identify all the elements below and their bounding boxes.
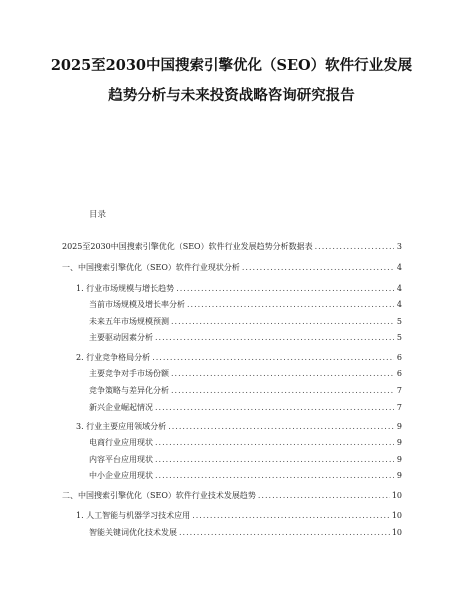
toc-entry-label: 竞争策略与差异化分析 [89, 386, 169, 395]
toc-dot-leader [187, 299, 394, 310]
toc-entry-page: 5 [396, 333, 402, 342]
toc-dot-leader [155, 437, 394, 448]
toc-dot-leader [155, 402, 394, 413]
toc-entry-page: 4 [396, 300, 402, 309]
toc-dot-leader [179, 527, 390, 538]
toc-dot-leader [176, 283, 394, 294]
toc-entry[interactable] [89, 470, 402, 481]
toc-entry-label: 2025至2030中国搜索引擎优化（SEO）软件行业发展趋势分析数据表 [62, 242, 313, 251]
toc-entry-page: 9 [396, 438, 402, 447]
toc-entry-page: 4 [396, 263, 402, 272]
toc-entry[interactable] [62, 241, 402, 252]
toc-entry[interactable] [89, 299, 402, 310]
toc-entry[interactable] [76, 421, 402, 432]
toc-entry-label: 未来五年市场规模预测 [89, 317, 169, 326]
toc-dot-leader [242, 262, 394, 273]
toc-entry[interactable] [89, 437, 402, 448]
toc-entry[interactable] [89, 332, 402, 343]
toc-entry-label: 1. 行业市场规模与增长趋势 [76, 284, 175, 293]
toc-entry-page: 7 [396, 403, 402, 412]
toc-dot-leader [168, 421, 394, 432]
toc-entry[interactable] [62, 490, 402, 501]
toc-entry-label: 新兴企业崛起情况 [89, 403, 153, 412]
toc-entry-label: 二、中国搜索引擎优化（SEO）软件行业技术发展趋势 [62, 491, 256, 500]
toc-dot-leader [171, 368, 394, 379]
toc-entry-page: 5 [396, 317, 402, 326]
toc-entry-label: 3. 行业主要应用领域分析 [76, 422, 167, 431]
document-title-line-2: 趋势分析与未来投资战略咨询研究报告 [108, 87, 355, 104]
toc-dot-leader [155, 454, 394, 465]
toc-entry-label: 主要驱动因素分析 [89, 333, 153, 342]
toc-entry-page: 6 [396, 353, 402, 362]
toc-dot-leader [152, 352, 394, 363]
toc-entry-label: 中小企业应用现状 [89, 471, 153, 480]
toc-entry-page: 9 [396, 471, 402, 480]
toc-entry-page: 3 [396, 242, 402, 251]
toc-entry[interactable] [76, 510, 402, 521]
toc-entry[interactable] [89, 402, 402, 413]
toc-dot-leader [171, 385, 394, 396]
toc-entry-page: 6 [396, 369, 402, 378]
toc-entry-label: 一、中国搜索引擎优化（SEO）软件行业现状分析 [62, 263, 240, 272]
toc-entry[interactable] [62, 262, 402, 273]
toc-entry[interactable] [76, 352, 402, 363]
toc-entry-label: 1. 人工智能与机器学习技术应用 [76, 511, 191, 520]
toc-entry-page: 10 [391, 491, 402, 500]
toc-entry[interactable] [89, 368, 402, 379]
toc-entry-label: 内容平台应用现状 [89, 455, 153, 464]
toc-entry-label: 主要竞争对手市场份额 [89, 369, 169, 378]
toc-dot-leader [192, 510, 390, 521]
toc-dot-leader [155, 332, 394, 343]
toc-entry-page: 7 [396, 386, 402, 395]
toc-entry-page: 9 [396, 455, 402, 464]
toc-dot-leader [155, 470, 394, 481]
toc-entry[interactable] [89, 454, 402, 465]
toc-entry-label: 智能关键词优化技术发展 [89, 528, 177, 537]
toc-entry[interactable] [76, 283, 402, 294]
toc-entry-page: 10 [391, 511, 402, 520]
toc-dot-leader [258, 490, 390, 501]
toc-entry[interactable] [89, 385, 402, 396]
toc-dot-leader [171, 316, 394, 327]
toc-entry-page: 9 [396, 422, 402, 431]
toc-dot-leader [315, 241, 394, 252]
toc-entry-label: 2. 行业竞争格局分析 [76, 353, 151, 362]
toc-entry-page: 4 [396, 284, 402, 293]
toc-entry-page: 10 [391, 528, 402, 537]
toc-heading: 目录 [89, 210, 107, 220]
toc-entry-label: 当前市场规模及增长率分析 [89, 300, 185, 309]
toc-entry-label: 电商行业应用现状 [89, 438, 153, 447]
document-title-line-1: 2025至2030中国搜索引擎优化（SEO）软件行业发展 [50, 57, 413, 74]
toc-entry[interactable] [89, 527, 402, 538]
toc-entry[interactable] [89, 316, 402, 327]
